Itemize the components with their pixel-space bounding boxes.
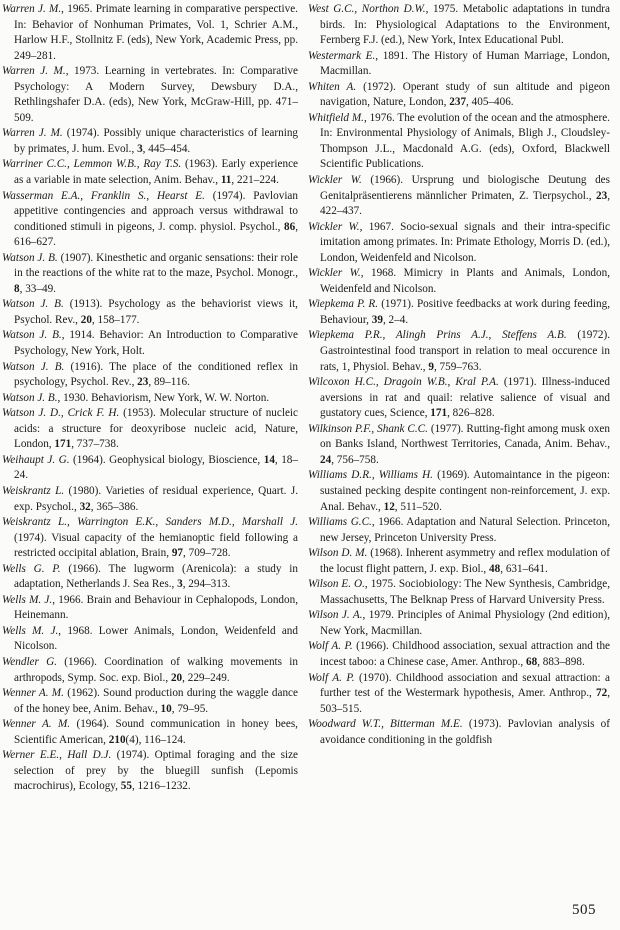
reference-pages: , 616–627. xyxy=(14,220,298,249)
reference-entry xyxy=(308,639,610,670)
reference-pages: , 631–641. xyxy=(500,562,548,575)
reference-pages: , 221–224. xyxy=(231,174,279,187)
reference-volume: 3 xyxy=(137,142,143,155)
reference-text: (1972). Gastrointestinal food transport in relation to meal occurence in rats, 1, Physiol. Behav., xyxy=(320,329,611,373)
reference-author: Wiepkema P. R. xyxy=(308,298,379,311)
reference-volume: 8 xyxy=(14,282,20,295)
reference-text: (1971). Illness-induced aversions in rat and quail: relative salience of visual and gustatory cues, Science, xyxy=(320,376,610,420)
reference-text: (1970). Childhood association and sexual attraction: a further test of the Westermark hypothesis, Amer. Anthrop., xyxy=(320,671,610,700)
reference-author: Whitfield M. xyxy=(308,111,364,124)
reference-volume: 23 xyxy=(137,376,149,389)
reference-pages: , 503–515. xyxy=(320,687,610,715)
reference-text: (1980). Varieties of residual experience, Quart. J. exp. Psychol., xyxy=(14,484,298,513)
reference-author: Wells M. J. xyxy=(2,624,59,637)
reference-author: Wilson D. M. xyxy=(308,547,368,560)
reference-entry xyxy=(2,624,298,655)
reference-author: Watson J. B. xyxy=(2,391,58,404)
reference-pages: , 365–386. xyxy=(90,500,139,513)
reference-entry xyxy=(2,391,298,407)
reference-text: (1916). The place of the conditioned reflex in psychology, Psychol. Rev., xyxy=(14,360,298,389)
reference-volume: 23 xyxy=(596,189,608,202)
reference-volume: 32 xyxy=(79,500,91,513)
reference-text: (1971). Positive feedbacks at work during feeding, Behaviour, xyxy=(320,298,610,326)
reference-entry xyxy=(2,251,298,298)
reference-entry xyxy=(308,375,610,422)
reference-text: (1968). Inherent asymmetry and reflex modulation of the locust flight pattern, J. exp. Biol., xyxy=(320,547,611,575)
reference-volume: 39 xyxy=(371,313,383,326)
reference-author: Wickler W. xyxy=(308,267,361,280)
reference-pages: (4), 116–124. xyxy=(125,733,186,746)
reference-author: Woodward W.T., Bitterman M.E. xyxy=(308,718,463,731)
reference-text: (1966). Ursprung und biologische Deutung des Genitalpräsentierens männlicher Primaten, Z. Tierpsychol., xyxy=(320,174,610,202)
reference-entry xyxy=(2,189,298,251)
reference-volume: 171 xyxy=(54,438,72,451)
reference-text: , 1966. Brain and Behaviour in Cephalopods, London, Heinemann. xyxy=(14,593,298,622)
reference-author: Watson J. B. xyxy=(2,360,65,373)
reference-volume: 237 xyxy=(449,96,467,109)
reference-author: Werner E.E., Hall D.J. xyxy=(2,749,112,762)
reference-text: (1907). Kinesthetic and organic sensations: their role in the reactions of the white rat to the maze, Psychol. Monogr., xyxy=(14,251,299,280)
reference-entry xyxy=(2,484,298,515)
reference-author: Wolf A. P. xyxy=(308,671,355,684)
reference-entry xyxy=(2,360,298,391)
reference-text: (1966). Coordination of walking movements in arthropods, Symp. Soc. exp. Biol., xyxy=(14,655,298,684)
reference-entry xyxy=(2,686,298,717)
reference-text: (1963). Early experience as a variable in mate selection, Anim. Behav., xyxy=(14,158,298,187)
reference-author: Wells G. P. xyxy=(2,562,61,575)
reference-author: Warriner C.C., Lemmon W.B., Ray T.S. xyxy=(2,158,182,171)
reference-text: (1964). Geophysical biology, Bioscience, xyxy=(69,453,264,466)
reference-text: , 1968. Lower Animals, London, Weidenfeld and Nicolson. xyxy=(14,624,298,653)
reference-column-right xyxy=(308,2,610,748)
reference-pages: , 709–728. xyxy=(183,547,231,560)
reference-text: (1973). Pavlovian analysis of avoidance conditioning in the goldfish xyxy=(320,718,610,746)
reference-text: , 1930. Behaviorism, New York, W. W. Norton. xyxy=(57,391,270,404)
reference-volume: 9 xyxy=(428,360,434,373)
reference-volume: 68 xyxy=(526,655,538,668)
reference-author: Wenner A. M. xyxy=(2,718,71,731)
reference-text: , 1967. Socio-sexual signals and their intra-specific imitation among primates. In: Primate Ethology, Morris D. (ed.), London, Weidenfeld and Nicolson. xyxy=(320,220,610,264)
reference-text: , 1975. Metabolic adaptations in tundra birds. In: Physiological Adaptations to the Environment, Fernberg F.J. (ed.), New York, Intex Educational Publ. xyxy=(320,3,610,47)
reference-entry xyxy=(308,173,610,220)
reference-text: , 1914. Behavior: An Introduction to Comparative Psychology, New York, Holt. xyxy=(14,329,298,358)
page-number: 505 xyxy=(572,902,596,918)
reference-author: Watson J. B. xyxy=(2,329,62,342)
reference-author: West G.C., Northon D.W. xyxy=(308,3,426,15)
reference-volume: 3 xyxy=(177,578,183,591)
reference-author: Watson J. B. xyxy=(2,298,64,311)
reference-pages: , 826–828. xyxy=(447,407,495,420)
reference-volume: 97 xyxy=(171,547,183,560)
reference-author: Watson J. D., Crick F. H. xyxy=(2,407,120,420)
reference-author: Wiepkema P.R., Alingh Prins A.J., Steffens A.B. xyxy=(308,329,567,342)
reference-entry xyxy=(2,593,298,624)
reference-pages: , 756–758. xyxy=(331,453,379,466)
reference-column-left xyxy=(2,2,298,795)
reference-volume: 55 xyxy=(120,780,132,793)
reference-entry xyxy=(308,671,610,718)
reference-pages: , 405–406. xyxy=(466,96,514,109)
reference-author: Wilson J. A. xyxy=(308,609,363,622)
reference-volume: 86 xyxy=(284,220,296,233)
reference-volume: 14 xyxy=(263,453,275,466)
reference-author: Wilkinson P.F., Shank C.C. xyxy=(308,422,428,435)
reference-pages: , 294–313. xyxy=(182,578,231,591)
reference-author: Weihaupt J. G. xyxy=(2,453,70,466)
reference-text: (1953). Molecular structure of nucleic acids: a structure for deoxyribose nucleic acid, Nature, London, xyxy=(14,407,298,451)
reference-entry xyxy=(308,546,610,577)
reference-entry xyxy=(308,266,610,297)
reference-pages: , 89–116. xyxy=(148,376,190,389)
reference-entry xyxy=(308,297,610,328)
reference-author: Warren J. M. xyxy=(2,65,66,78)
reference-entry xyxy=(308,608,610,639)
reference-entry xyxy=(308,328,610,375)
reference-pages: , 1216–1232. xyxy=(131,780,191,793)
reference-entry xyxy=(2,328,298,359)
reference-pages: , 511–520. xyxy=(394,500,442,513)
reference-text: (1977). Rutting-fight among musk oxen on Banks Island, Northwest Territories, Canada, Anim. Behav., xyxy=(320,422,610,451)
reference-volume: 10 xyxy=(160,702,172,715)
reference-entry xyxy=(2,297,298,328)
reference-pages: , 445–454. xyxy=(142,142,191,155)
reference-text: (1972). Operant study of sun altitude and pigeon navigation, Nature, London, xyxy=(320,80,610,109)
reference-entry xyxy=(308,717,610,748)
reference-text: , 1979. Principles of Animal Physiology (2nd edition), New York, Macmillan. xyxy=(320,609,610,637)
reference-text: (1974). Visual capacity of the hemianoptic field following a restricted occipital ablation, Brain, xyxy=(14,531,298,560)
reference-volume: 171 xyxy=(430,407,448,420)
reference-volume: 20 xyxy=(170,671,183,684)
reference-author: Wells M. J. xyxy=(2,593,53,606)
reference-volume: 12 xyxy=(383,500,395,513)
reference-author: Wickler W. xyxy=(308,174,362,187)
reference-pages: , 737–738. xyxy=(71,438,119,451)
reference-text: , 1965. Primate learning in comparative perspective. In: Behavior of Nonhuman Primates, Vol. 1, Schrier A.M., Harlow H.F., Stollnitz F. (eds), New York, Academic Press, pp. 249–281. xyxy=(14,3,298,62)
reference-entry xyxy=(308,220,610,267)
reference-text: , 1973. Learning in vertebrates. In: Comparative Psychology: A Modern Survey, Dewsbury D.A., Rethlingshafer D.A. (eds), New York, McGraw-Hill, pp. 471–509. xyxy=(14,65,298,124)
reference-pages: , 229–249. xyxy=(182,671,230,684)
reference-text: , 1891. The History of Human Marriage, London, Macmillan. xyxy=(320,49,610,78)
reference-text: (1974). Pavlovian appetitive contingencies and approach versus withdrawal to conditioned stimuli in pigeons, J. comp. physiol. Psychol., xyxy=(14,189,298,233)
reference-entry xyxy=(2,655,298,686)
reference-entry xyxy=(308,111,610,173)
reference-entry xyxy=(308,2,610,49)
reference-entry xyxy=(2,2,298,64)
reference-text: , 1966. Adaptation and Natural Selection. Princeton, new Jersey, Princeton University Press. xyxy=(320,516,610,544)
reference-author: Westermark E. xyxy=(308,49,376,62)
reference-entry xyxy=(308,49,610,80)
reference-text: (1974). Optimal foraging and the size selection of prey by the bluegill sunfish (Lepomis macrochirus), Ecology, xyxy=(14,749,298,793)
reference-entry xyxy=(2,717,298,748)
reference-author: Weiskrantz L., Warrington E.K., Sanders M.D., Marshall J. xyxy=(2,516,298,529)
reference-text: (1969). Automaintance in the pigeon: sustained pecking despite contingent non-reinforcement, J. exp. Anal. Behav., xyxy=(320,469,610,513)
reference-volume: 72 xyxy=(596,687,608,700)
reference-text: (1966). Childhood association, sexual attraction and the incest taboo: a Chinese case, Amer. Anthrop., xyxy=(320,640,611,668)
reference-entry xyxy=(2,748,298,795)
reference-pages: , 2–4. xyxy=(382,313,409,326)
reference-author: Wendler G. xyxy=(2,655,58,668)
reference-entry xyxy=(308,80,610,111)
reference-entry xyxy=(2,453,298,484)
reference-entry xyxy=(2,562,298,593)
reference-author: Weiskrantz L. xyxy=(2,484,65,497)
reference-author: Wilson E. O. xyxy=(308,578,365,591)
reference-entry xyxy=(2,157,298,188)
reference-author: Watson J. B. xyxy=(2,251,58,264)
reference-text: (1962). Sound production during the waggle dance of the honey bee, Anim. Behav., xyxy=(14,687,298,715)
reference-text: , 1976. The evolution of the ocean and the atmosphere. In: Environmental Physiology of Animals, Bligh J., Cloudsley-Thompson J.L., Macdonald A.G. (eds), Oxford, Blackwell Scientific Publications. xyxy=(320,111,610,171)
reference-author: Wolf A. P. xyxy=(308,640,353,653)
reference-entry xyxy=(308,422,610,469)
reference-pages: , 883–898. xyxy=(537,655,585,668)
reference-text: , 1968. Mimicry in Plants and Animals, London, Weidenfeld and Nicolson. xyxy=(320,267,611,295)
reference-author: Wilcoxon H.C., Dragoin W.B., Kral P.A. xyxy=(308,376,499,389)
reference-entry xyxy=(2,515,298,562)
reference-volume: 24 xyxy=(320,453,332,466)
reference-author: Whiten A. xyxy=(308,80,357,93)
reference-volume: 20 xyxy=(80,313,92,326)
reference-text: , 1975. Sociobiology: The New Synthesis, Cambridge, Massachusetts, The Belknap Press of Harvard University Press. xyxy=(320,578,611,606)
reference-pages: , 18–24. xyxy=(14,453,298,482)
reference-pages: , 79–95. xyxy=(171,702,209,715)
reference-entry xyxy=(2,126,298,157)
reference-text: (1974). Possibly unique characteristics of learning by primates, J. hum. Evol., xyxy=(14,127,299,155)
reference-entry xyxy=(308,515,610,546)
reference-volume: 11 xyxy=(220,174,232,187)
reference-author: Warren J. M. xyxy=(2,127,63,140)
reference-entry xyxy=(308,577,610,608)
reference-author: Williams D.R., Williams H. xyxy=(308,469,433,482)
reference-author: Wickler W. xyxy=(308,220,360,233)
reference-entry xyxy=(2,406,298,453)
reference-author: Warren J. M. xyxy=(2,3,62,15)
reference-entry xyxy=(308,468,610,515)
reference-volume: 48 xyxy=(489,562,501,575)
reference-text: (1966). The lugworm (Arenicola): a study in adaptation, Netherlands J. Sea Res., xyxy=(14,562,298,591)
reference-pages: , 422–437. xyxy=(320,189,610,218)
reference-author: Williams G.C. xyxy=(308,516,372,529)
reference-pages: , 158–177. xyxy=(91,313,140,326)
reference-author: Wasserman E.A., Franklin S., Hearst E. xyxy=(2,189,205,202)
reference-entry xyxy=(2,64,298,126)
reference-pages: , 759–763. xyxy=(433,360,482,373)
reference-pages: , 33–49. xyxy=(19,282,56,295)
reference-author: Wenner A. M. xyxy=(2,687,64,700)
reference-text: (1913). Psychology as the behaviorist views it, Psychol. Rev., xyxy=(14,298,298,326)
reference-volume: 210 xyxy=(108,733,126,746)
reference-text: (1964). Sound communication in honey bees, Scientific American, xyxy=(14,718,298,746)
